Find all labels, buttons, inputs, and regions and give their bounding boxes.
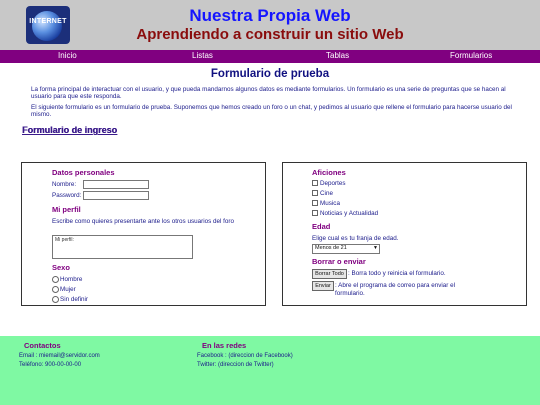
- reset-button[interactable]: Borrar Todo: [312, 269, 347, 279]
- age-select-value: Menos de 21: [315, 245, 347, 251]
- site-title: Nuestra Propia Web: [189, 6, 351, 25]
- nav-item-formularios[interactable]: Formularios: [450, 51, 493, 60]
- name-label: Nombre:: [52, 181, 77, 188]
- nav-item-inicio[interactable]: Inicio: [58, 51, 77, 60]
- hobbies-heading: Aficiones: [312, 168, 346, 177]
- checkbox-musica[interactable]: [312, 200, 318, 206]
- submit-heading: Borrar o enviar: [312, 257, 366, 266]
- age-heading: Edad: [312, 222, 331, 231]
- social-heading: En las redes: [202, 341, 247, 350]
- main-nav: [0, 50, 540, 63]
- radio-sin-definir[interactable]: [52, 296, 59, 303]
- sex-heading: Sexo: [52, 263, 70, 272]
- contacts-heading: Contactos: [24, 341, 61, 350]
- profile-help-text: Escribe como quieres presentarte ante los otros usuarios del foro: [52, 218, 235, 225]
- checkbox-label-cine: Cine: [320, 190, 333, 197]
- radio-mujer[interactable]: [52, 286, 59, 293]
- radio-label-hombre: Hombre: [60, 276, 83, 283]
- intro-paragraph-1: La forma principal de interactuar con el usuario, y que pueda mandarnos algunos datos es mediante formularios. Un formulario es una serie de preguntas que se hacen al usuario para que este responda.: [31, 86, 506, 101]
- checkbox-label-musica: Musica: [320, 200, 340, 207]
- site-subtitle: Aprendiendo a construir un sitio Web: [136, 26, 404, 43]
- site-header: [0, 0, 540, 50]
- name-input[interactable]: [83, 180, 149, 189]
- radio-hombre[interactable]: [52, 276, 59, 283]
- personal-data-heading: Datos personales: [52, 168, 115, 177]
- profile-placeholder: Mi perfil:: [55, 237, 74, 243]
- footer-facebook[interactable]: Facebook : (direccion de Facebook): [197, 353, 293, 359]
- footer-twitter[interactable]: Twitter: (direccion de Twitter): [197, 362, 274, 368]
- password-label: Password:: [52, 192, 82, 199]
- footer-email[interactable]: Email : miemail@servidor.com: [19, 353, 100, 359]
- page-title: Formulario de prueba: [210, 68, 330, 80]
- nav-item-tablas[interactable]: Tablas: [326, 51, 350, 60]
- checkbox-label-deportes: Deportes: [320, 180, 346, 187]
- reset-help-text: : Borra todo y reinicia el formulario.: [348, 270, 446, 277]
- age-select[interactable]: [312, 244, 380, 254]
- nav-item-listas[interactable]: Listas: [192, 51, 213, 60]
- form-title: Formulario de ingreso: [22, 125, 118, 135]
- radio-label-sin-definir: Sin definir: [60, 296, 89, 303]
- right-form-box: [282, 162, 527, 306]
- site-footer: [0, 336, 540, 405]
- send-button[interactable]: Enviar: [312, 281, 334, 291]
- checkbox-noticias[interactable]: [312, 210, 318, 216]
- chevron-down-icon: ▼: [373, 245, 378, 251]
- profile-textarea[interactable]: [52, 235, 193, 259]
- password-input[interactable]: [83, 191, 149, 200]
- intro-paragraph-2: El siguiente formulario es un formulario de prueba. Suponemos que hemos creado un foro o un chat, y pedimos al usuario que rellene el formulario para hacerse usuario del mismo.: [31, 104, 512, 119]
- left-form-box: [21, 162, 266, 306]
- checkbox-cine[interactable]: [312, 190, 318, 196]
- footer-phone: Teléfono: 900-00-00-00: [19, 362, 82, 368]
- checkbox-label-noticias: Noticias y Actualidad: [320, 210, 379, 217]
- checkbox-deportes[interactable]: [312, 180, 318, 186]
- logo-text: INTERNET: [29, 18, 67, 25]
- radio-label-mujer: Mujer: [60, 286, 76, 293]
- age-help-text: Elige cual es tu franja de edad.: [312, 235, 399, 242]
- send-help-text: : Abre el programa de correo para enviar el formulario.: [335, 282, 456, 297]
- profile-heading: Mi perfil: [52, 205, 81, 214]
